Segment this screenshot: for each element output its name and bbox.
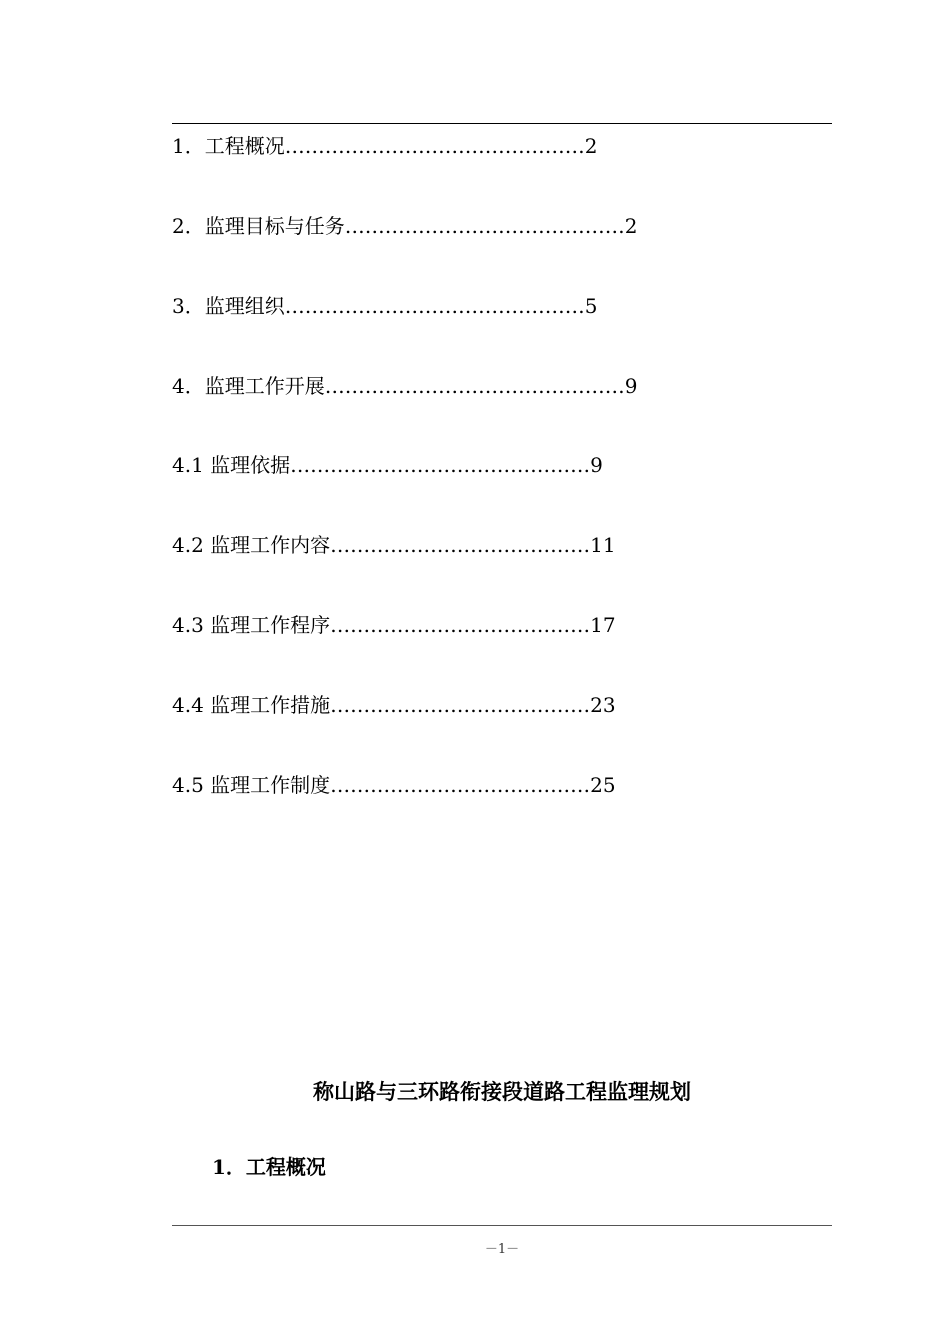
toc-entry-4-1[interactable]: 4.1 监理依据………………………………………9 [172, 453, 603, 477]
toc-entry-2[interactable]: 2．监理目标与任务……………………………………2 [172, 214, 638, 238]
toc-entry-3[interactable]: 3．监理组织………………………………………5 [172, 294, 598, 318]
toc-entry-4-3[interactable]: 4.3 监理工作程序…………………………………17 [172, 613, 616, 637]
footer-rule [172, 1225, 832, 1226]
page-number: －1－ [484, 1242, 520, 1257]
toc-entry-1[interactable]: 1．工程概况………………………………………2 [172, 134, 598, 158]
section-heading: 1．工程概况 [212, 1155, 326, 1179]
toc-entry-4[interactable]: 4．监理工作开展………………………………………9 [172, 374, 638, 398]
document-title: 称山路与三环路衔接段道路工程监理规划 [313, 1079, 691, 1104]
toc-entry-4-4[interactable]: 4.4 监理工作措施…………………………………23 [172, 693, 616, 717]
toc-entry-4-5[interactable]: 4.5 监理工作制度…………………………………25 [172, 773, 616, 797]
header-rule [172, 123, 832, 124]
toc-entry-4-2[interactable]: 4.2 监理工作内容…………………………………11 [172, 533, 616, 557]
